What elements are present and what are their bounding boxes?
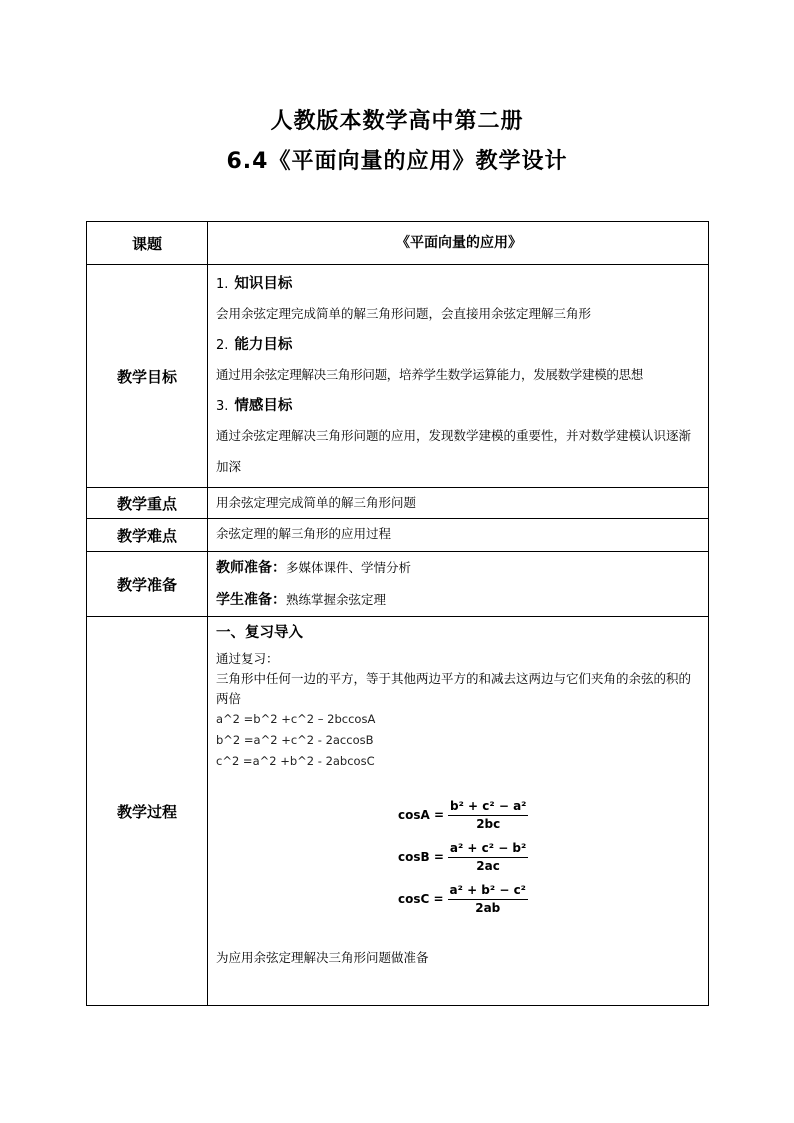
formula-cosA: cosA = $\frac{\text{b² + c² − a²}}{2bc}$ <box>398 798 527 831</box>
equation-a: a^2 =b^2 +c^2 – 2bccosA <box>216 712 376 726</box>
goals-label: 教学目标 <box>87 265 208 488</box>
teacher-preparation: 教师准备：多媒体课件、学情分析 <box>216 560 412 576</box>
lesson-plan-table <box>86 221 709 1006</box>
process-label: 教学过程 <box>87 617 208 1006</box>
table-row-goals <box>87 265 709 488</box>
process-intro: 通过复习： <box>216 651 279 666</box>
process-cell <box>208 617 709 1006</box>
key-point-cell <box>208 488 709 519</box>
topic-label: 课题 <box>87 222 208 265</box>
document-subtitle: 6.4《平面向量的应用》教学设计 <box>226 149 568 174</box>
difficulty-label: 教学难点 <box>87 519 208 552</box>
equation-b: b^2 =a^2 +c^2 - 2accosB <box>216 733 374 747</box>
student-preparation: 学生准备：熟练掌握余弦定理 <box>216 592 387 608</box>
process-closing: 为应用余弦定理解决三角形问题做准备 <box>216 950 429 965</box>
ability-goal-heading: 2. 能力目标 <box>216 337 293 353</box>
document-title: 人教版本数学高中第二册 <box>270 109 524 134</box>
difficulty-value: 余弦定理的解三角形的应用过程 <box>216 526 392 541</box>
knowledge-goal-heading: 1. 知识目标 <box>216 276 293 292</box>
table-row-key-point <box>87 488 709 519</box>
difficulty-cell <box>208 519 709 552</box>
formula-cosC: cosC = $\frac{\text{a² + b² − c²}}{2ab}$ <box>398 882 526 915</box>
formula-cosB: cosB = $\frac{\text{a² + c² − b²}}{2ac}$ <box>398 840 527 873</box>
emotion-goal-text: 通过余弦定理解决三角形问题的应用，发现数学建模的重要性，并对数学建模认识逐渐加深 <box>216 428 692 474</box>
key-point-value: 用余弦定理完成简单的解三角形问题 <box>216 495 417 510</box>
table-row-difficulty <box>87 519 709 552</box>
table-row-process <box>87 617 709 1006</box>
key-point-label: 教学重点 <box>87 488 208 519</box>
equation-c: c^2 =a^2 +b^2 - 2abcosC <box>216 754 375 768</box>
preparation-label: 教学准备 <box>87 552 208 617</box>
ability-goal-text: 通过用余弦定理解决三角形问题，培养学生数学运算能力，发展数学建模的思想 <box>216 367 644 382</box>
emotion-goal-heading: 3. 情感目标 <box>216 398 293 414</box>
topic-value: 《平面向量的应用》 <box>396 235 522 251</box>
topic-cell <box>208 222 709 265</box>
cosine-formulas <box>398 794 638 920</box>
process-statement: 三角形中任何一边的平方，等于其他两边平方的和减去这两边与它们夹角的余弦的积的两倍 <box>216 671 692 706</box>
process-section-title: 一、复习导入 <box>216 625 303 641</box>
goals-cell <box>208 265 709 488</box>
table-row-topic <box>87 222 709 265</box>
table-row-preparation <box>87 552 709 617</box>
preparation-cell <box>208 552 709 617</box>
knowledge-goal-text: 会用余弦定理完成简单的解三角形问题，会直接用余弦定理解三角形 <box>216 306 592 321</box>
